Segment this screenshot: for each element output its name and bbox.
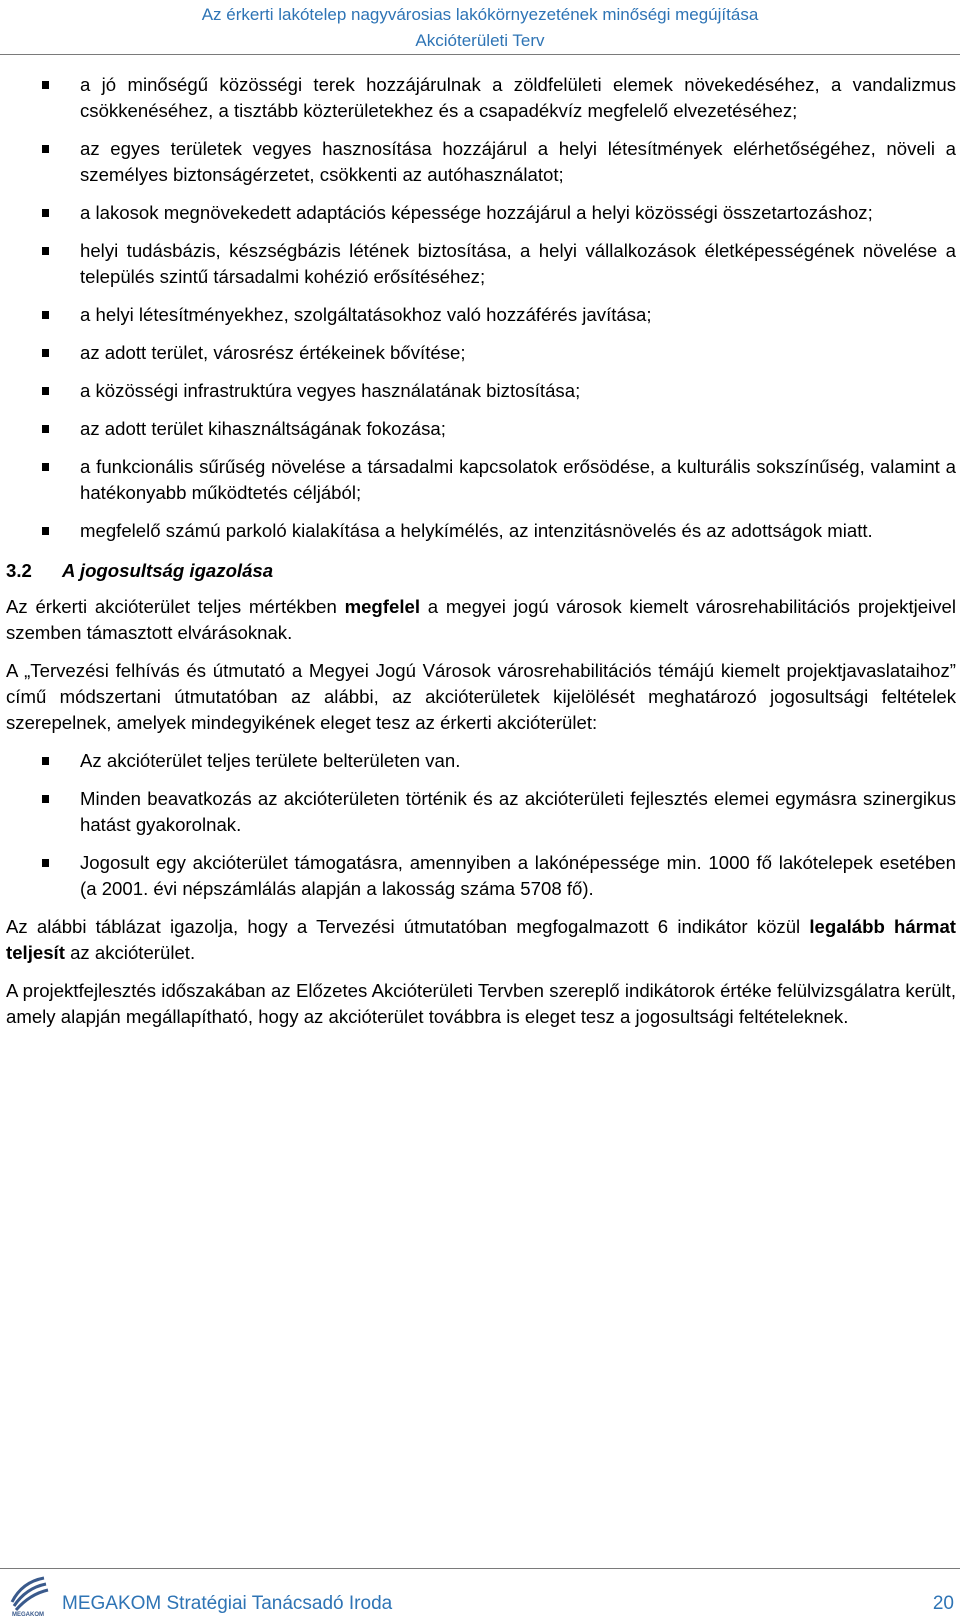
bullet-icon xyxy=(42,463,49,471)
paragraph: Az alábbi táblázat igazolja, hogy a Tervezési útmutatóban megfogalmazott 6 indikátor közül legalább hármat teljesít az akcióterület. xyxy=(6,916,956,963)
page-number: 20 xyxy=(932,1593,954,1614)
bullet-icon xyxy=(42,859,49,867)
list-item: helyi tudásbázis, készségbázis létének biztosítása, a helyi vállalkozások életképességének növelése a település szintű társadalmi kohézió erősítéséhez; xyxy=(6,238,956,290)
list-item: Az akcióterület teljes területe belterületen van. xyxy=(6,748,956,774)
header-divider xyxy=(0,54,960,55)
list-item: az adott terület kihasználtságának fokozása; xyxy=(6,416,956,442)
bullet-icon xyxy=(42,757,49,765)
list-item: az adott terület, városrész értékeinek bővítése; xyxy=(6,340,956,366)
benefits-list xyxy=(6,72,956,544)
list-item: a funkcionális sűrűség növelése a társadalmi kapcsolatok erősödése, a kulturális sokszínűség, valamint a hatékonyabb működtetés céljából; xyxy=(6,454,956,506)
list-item: a közösségi infrastruktúra vegyes használatának biztosítása; xyxy=(6,378,956,404)
bullet-icon xyxy=(42,311,49,319)
section-number: 3.2 xyxy=(6,560,32,581)
bullet-icon xyxy=(42,527,49,535)
bullet-icon xyxy=(42,425,49,433)
list-item: a jó minőségű közösségi terek hozzájárulnak a zöldfelületi elemek növekedéséhez, a vandalizmus csökkenéséhez, a tisztább közterületekhez és a csapadékvíz megfelelő elvezetéséhez; xyxy=(6,72,956,124)
bullet-icon xyxy=(42,349,49,357)
footer-divider xyxy=(0,1568,960,1569)
footer-company: MEGAKOM Stratégiai Tanácsadó Iroda xyxy=(62,1593,393,1614)
bullet-icon xyxy=(42,387,49,395)
megakom-logo-icon xyxy=(6,1572,50,1618)
bullet-icon xyxy=(42,209,49,217)
paragraph: A projektfejlesztés időszakában az Előzetes Akcióterületi Tervben szereplő indikátorok értéke felülvizsgálatra került, amely alapján megállapítható, hogy az akcióterület továbbra is eleget tesz a jogosultsági feltételeknek. xyxy=(6,980,956,1027)
list-item: Minden beavatkozás az akcióterületen történik és az akcióterületi fejlesztés elemei egymásra szinergikus hatást gyakorolnak. xyxy=(6,786,956,838)
section-title: A jogosultság igazolása xyxy=(62,560,274,581)
bullet-icon xyxy=(42,81,49,89)
bullet-icon xyxy=(42,795,49,803)
section-heading xyxy=(6,558,956,584)
page-header xyxy=(0,2,960,54)
list-item: az egyes területek vegyes hasznosítása hozzájárul a helyi létesítmények elérhetőségéhez, növeli a személyes biztonságérzetet, csökkenti az autóhasználatot; xyxy=(6,136,956,188)
paragraph: Az érkerti akcióterület teljes mértékben megfelel a megyei jogú városok kiemelt városrehabilitációs projektjeivel szemben támasztott elvárásoknak. xyxy=(6,596,957,643)
page-body xyxy=(6,72,956,1042)
list-item: a helyi létesítményekhez, szolgáltatásokhoz való hozzáférés javítása; xyxy=(6,302,956,328)
paragraph: A „Tervezési felhívás és útmutató a Megyei Jogú Városok városrehabilitációs témájú kiemelt projektjavaslataihoz” című módszertani útmutatóban az alábbi, az akcióterületek kijelölését meghatározó jogosultsági feltételek szerepelnek, amelyek mindegyikének eleget tesz az érkerti akcióterület: xyxy=(6,660,956,733)
list-item: megfelelő számú parkoló kialakítása a helykímélés, az intenzitásnövelés és az adottságok miatt. xyxy=(6,518,956,544)
eligibility-list xyxy=(6,748,956,902)
header-subtitle: Akcióterületi Terv xyxy=(415,31,545,50)
header-title: Az érkerti lakótelep nagyvárosias lakókörnyezetének minőségi megújítása xyxy=(201,5,759,24)
svg-text:MEGAKOM: MEGAKOM xyxy=(12,1612,44,1618)
list-item: a lakosok megnövekedett adaptációs képessége hozzájárul a helyi közösségi összetartozáshoz; xyxy=(6,200,956,226)
bullet-icon xyxy=(42,145,49,153)
list-item: Jogosult egy akcióterület támogatásra, amennyiben a lakónépessége min. 1000 fő lakótelepek esetében (a 2001. évi népszámlálás alapján a lakosság száma 5708 fő). xyxy=(6,850,956,902)
bullet-icon xyxy=(42,247,49,255)
